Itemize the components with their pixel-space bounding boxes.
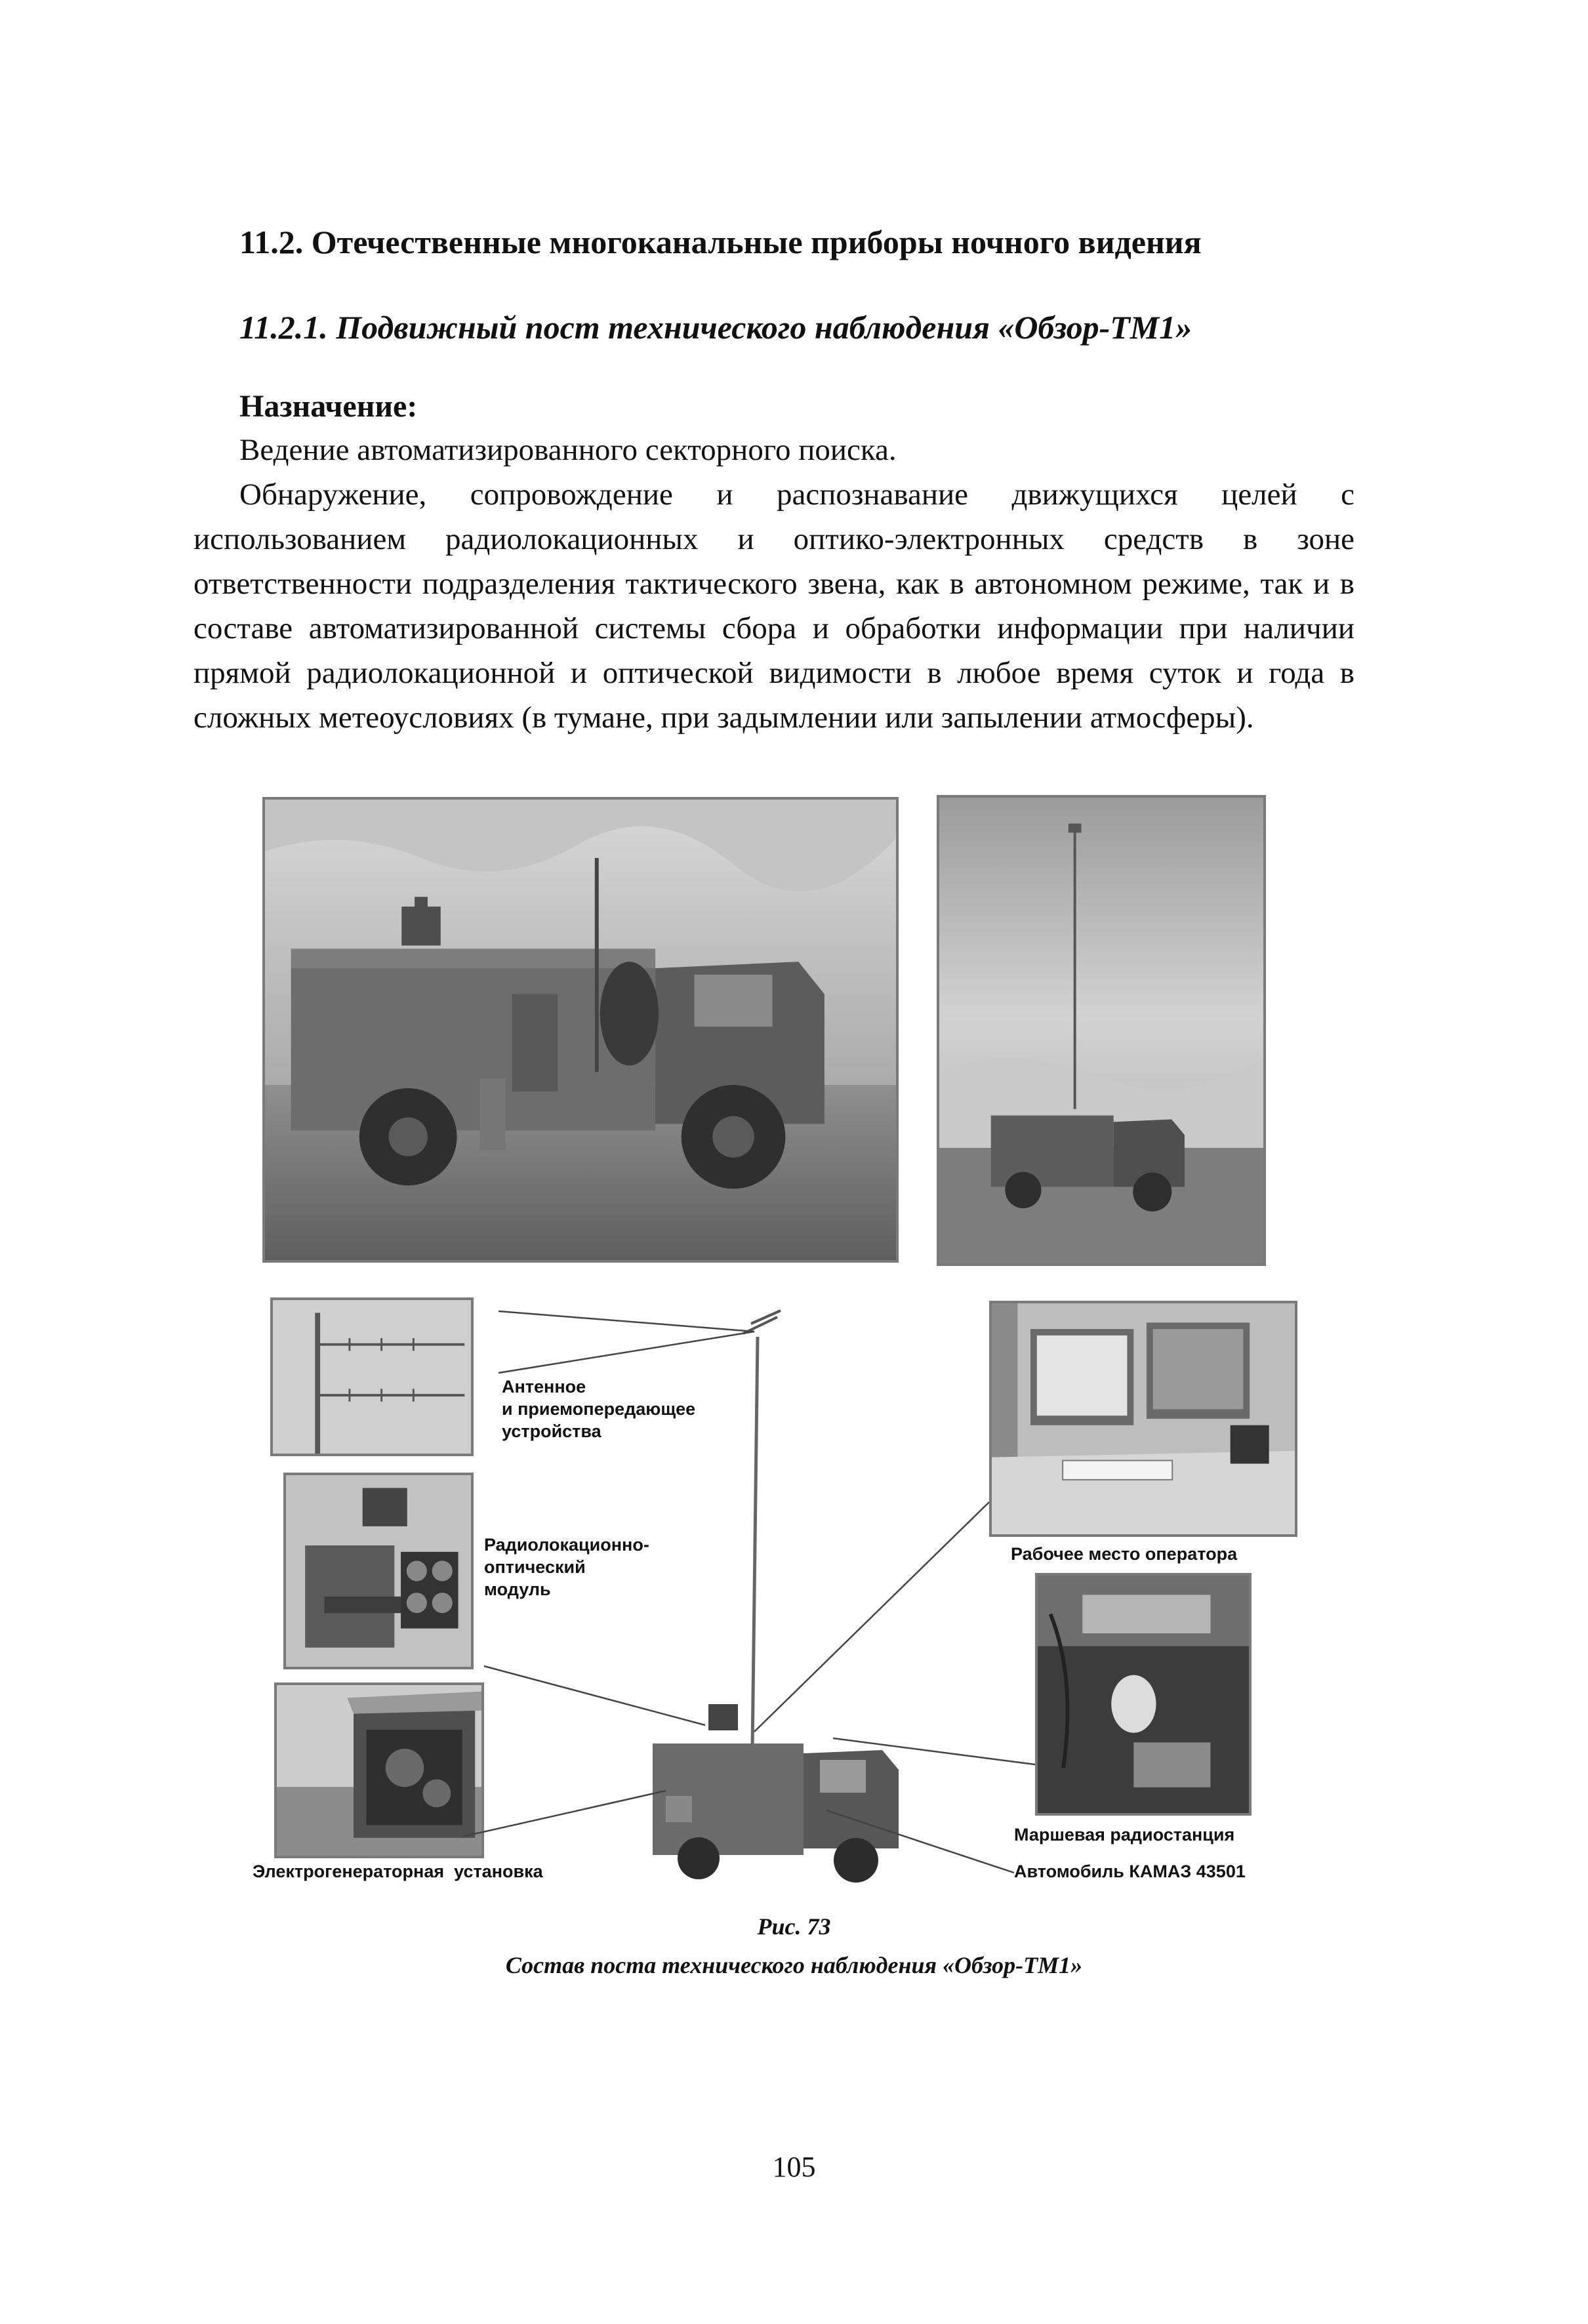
- figure-number: Рис. 73: [757, 1913, 831, 1940]
- purpose-paragraph: Обнаружение, сопровождение и распознавание движущихся целей с использованием радиолокационных и оптико-электронных средств в зоне ответственности подразделения тактического звена, как в автономном режиме, так и в составе автоматизированной системы сбора и обработки информации при наличии прямой радиолокационной и оптической видимости в любое время суток и года в сложных метеоусловиях (в тумане, при задымлении или запылении атмосферы).: [193, 478, 1354, 735]
- figure-caption: Состав поста технического наблюдения «Обзор-ТМ1»: [505, 1952, 1083, 1978]
- label-radar-line3: модуль: [484, 1580, 551, 1599]
- label-radar-line2: оптический: [484, 1557, 586, 1577]
- label-antenna-line1: Антенное: [502, 1377, 586, 1396]
- label-radar-line1: Радиолокационно-: [484, 1535, 649, 1555]
- page-number: 105: [772, 2151, 816, 2183]
- label-generator: Электрогенераторная установка: [253, 1862, 543, 1881]
- label-workstation: Рабочее место оператора: [1011, 1544, 1238, 1564]
- purpose-line: Ведение автоматизированного секторного поиска.: [239, 433, 897, 467]
- purpose-heading: Назначение:: [239, 389, 418, 424]
- label-antenna-line2: и приемопередающее: [502, 1399, 696, 1419]
- subsection-heading: 11.2.1. Подвижный пост технического наблюдения «Обзор-ТМ1»: [239, 309, 1192, 346]
- label-antenna-line3: устройства: [502, 1421, 601, 1441]
- label-radio: Маршевая радиостанция: [1014, 1825, 1235, 1845]
- section-heading: 11.2. Отечественные многоканальные приборы ночного видения: [239, 224, 1202, 260]
- label-vehicle: Автомобиль КАМАЗ 43501: [1014, 1862, 1246, 1881]
